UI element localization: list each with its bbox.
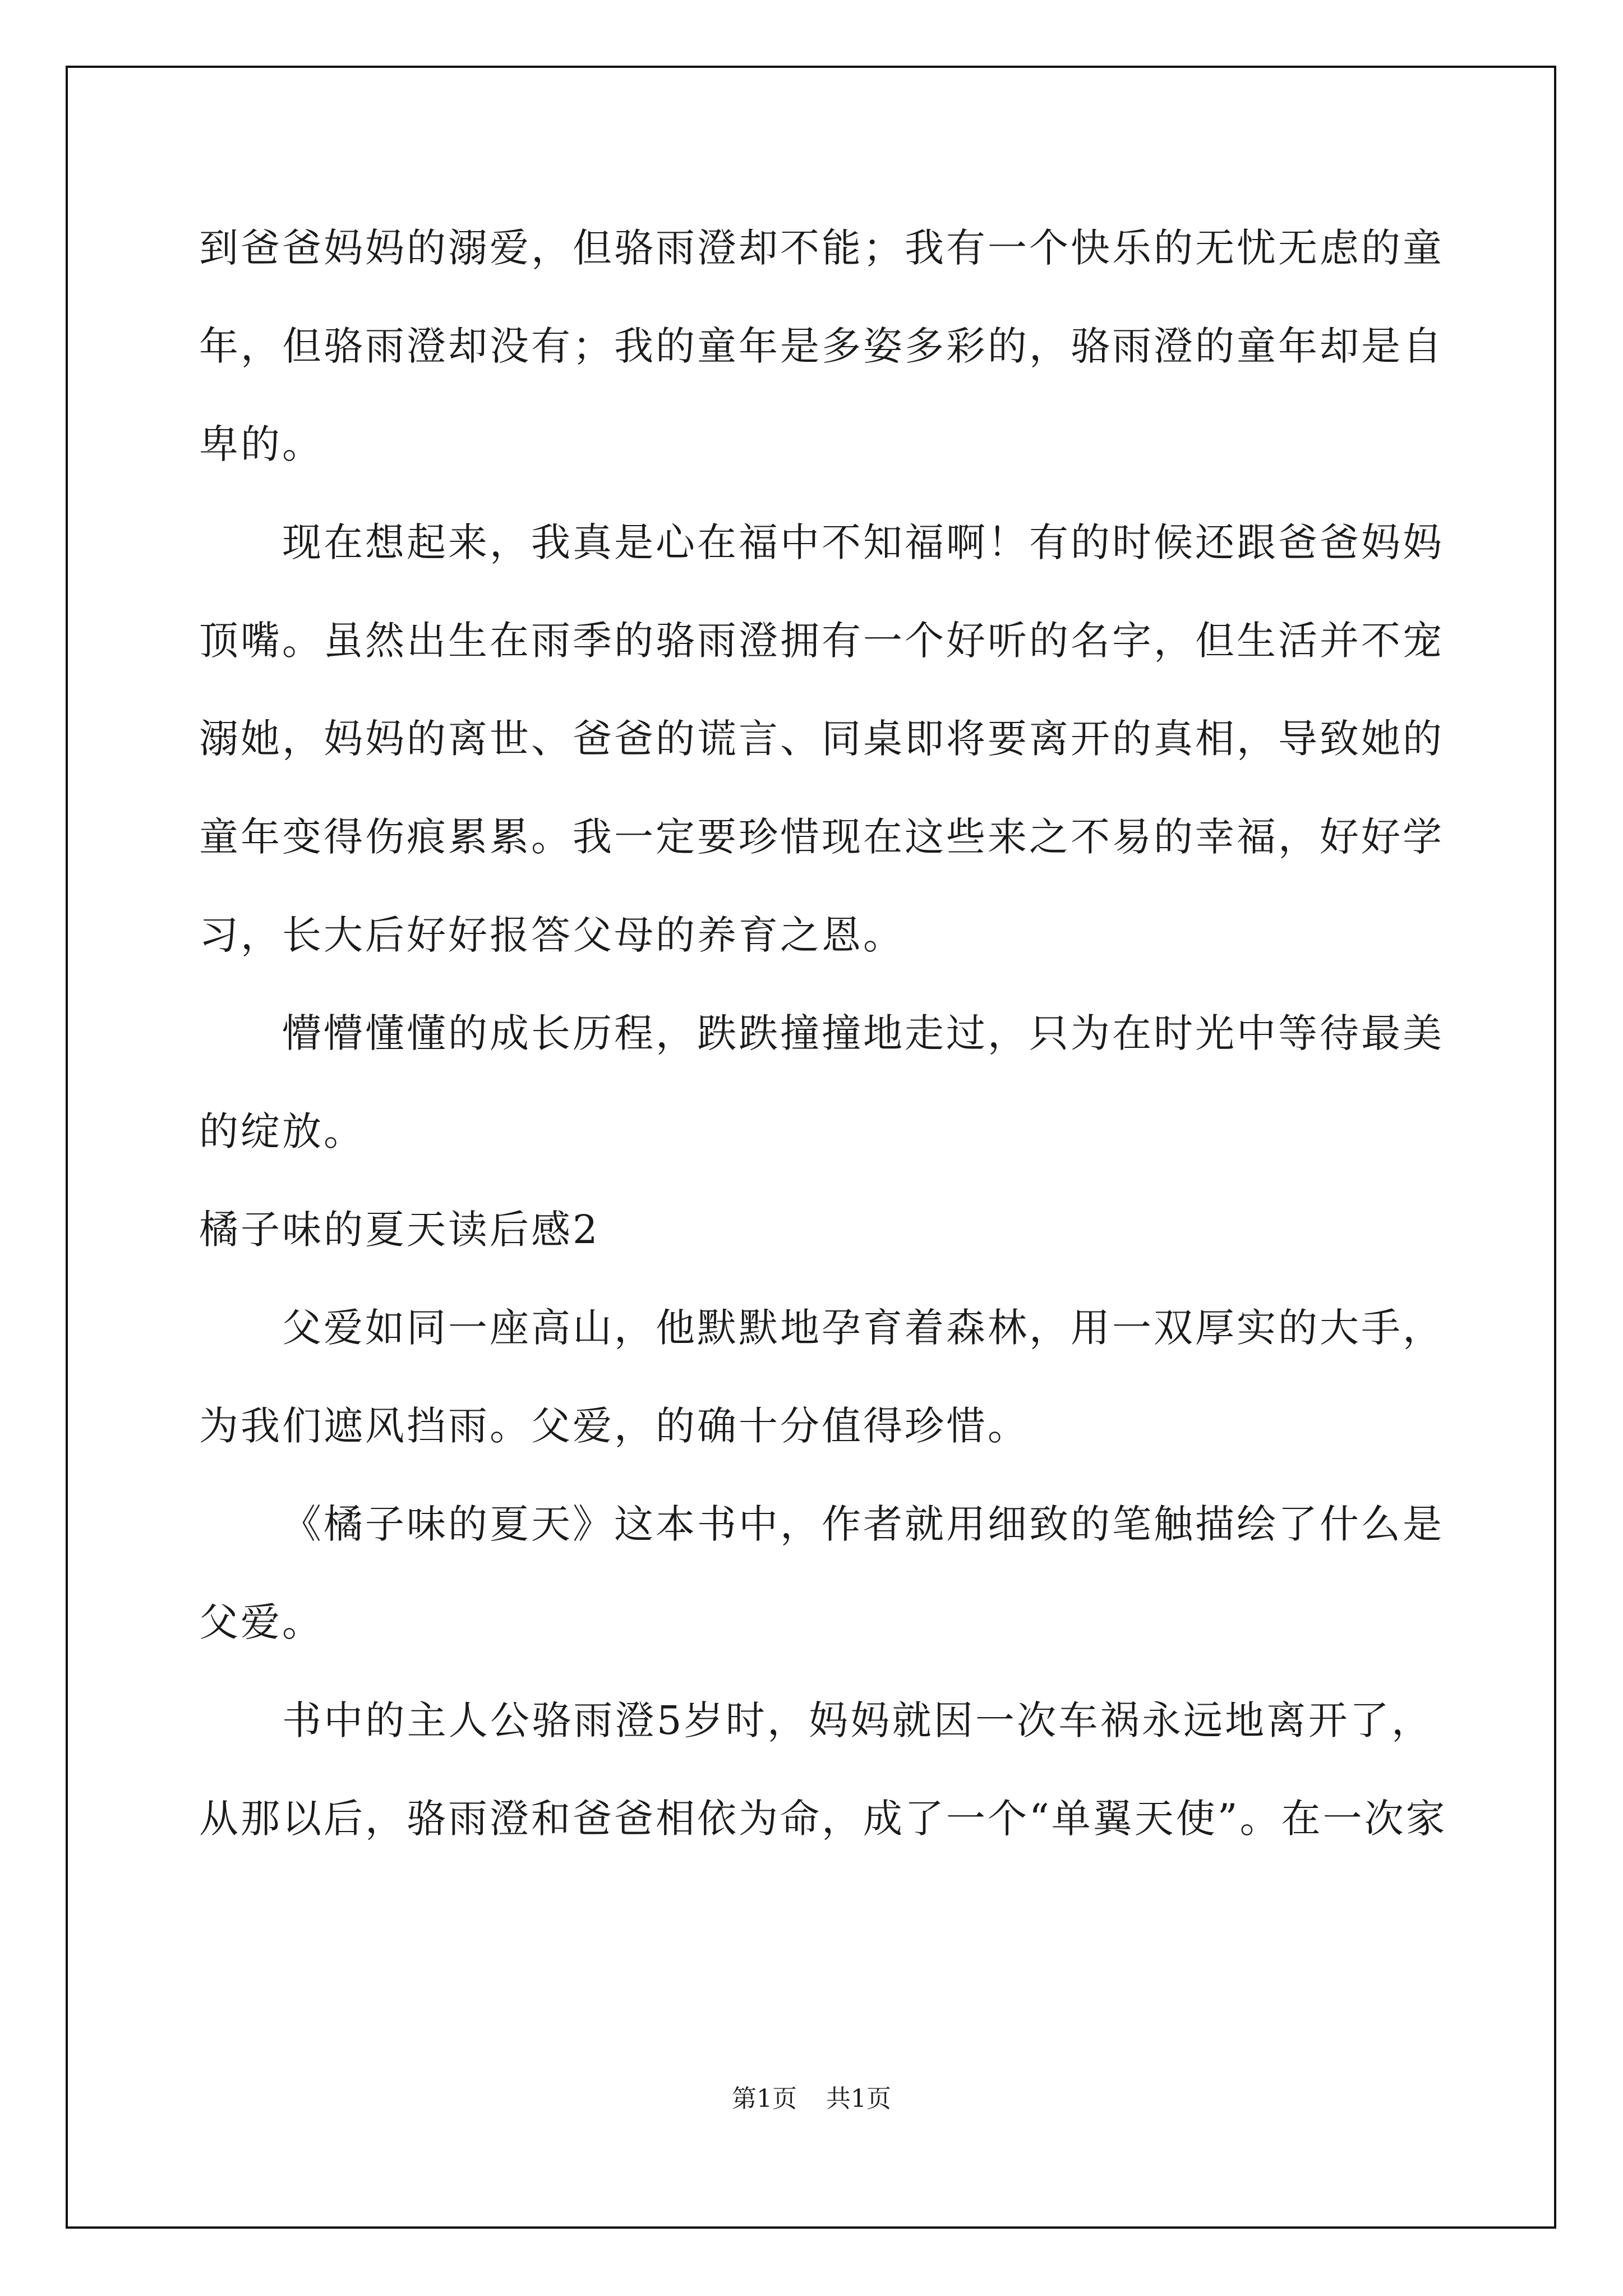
section-heading: 橘子味的夏天读后感2 xyxy=(199,1207,600,1253)
page-footer xyxy=(0,2082,1623,2116)
paragraph-first-line: 《橘子味的夏天》这本书中，作者就用细致的笔触描绘了什么是 xyxy=(282,1501,1444,1547)
text-line: 卑的。 xyxy=(199,421,324,467)
text-line: 溺她，妈妈的离世、爸爸的谎言、同桌即将要离开的真相，导致她的 xyxy=(199,716,1444,762)
paragraph-first-line: 现在想起来，我真是心在福中不知福啊！有的时候还跟爸爸妈妈 xyxy=(282,519,1444,565)
text-line: 从那以后，骆雨澄和爸爸相依为命，成了一个“单翼天使”。在一次家 xyxy=(199,1796,1447,1842)
text-line: 习，长大后好好报答父母的养育之恩。 xyxy=(199,912,905,958)
paragraph-first-line: 懵懵懂懂的成长历程，跌跌撞撞地走过，只为在时光中等待最美 xyxy=(282,1010,1444,1056)
text-line: 为我们遮风挡雨。父爱，的确十分值得珍惜。 xyxy=(199,1403,1029,1449)
page-total: 共1页 xyxy=(826,2085,891,2113)
text-line: 顶嘴。虽然出生在雨季的骆雨澄拥有一个好听的名字，但生活并不宠 xyxy=(199,618,1444,664)
text-line: 父爱。 xyxy=(199,1599,324,1645)
paragraph-first-line: 父爱如同一座高山，他默默地孕育着森林，用一双厚实的大手， xyxy=(282,1305,1444,1351)
page-number: 第1页 xyxy=(732,2085,797,2113)
paragraph-first-line: 书中的主人公骆雨澄5岁时，妈妈就因一次车祸永远地离开了， xyxy=(282,1697,1433,1743)
text-line: 童年变得伤痕累累。我一定要珍惜现在这些来之不易的幸福，好好学 xyxy=(199,814,1444,860)
text-line: 到爸爸妈妈的溺爱，但骆雨澄却不能；我有一个快乐的无忧无虑的童 xyxy=(199,225,1444,271)
text-line: 的绽放。 xyxy=(199,1108,365,1154)
document-body xyxy=(199,199,1447,1868)
text-line: 年，但骆雨澄却没有；我的童年是多姿多彩的，骆雨澄的童年却是自 xyxy=(199,323,1444,369)
